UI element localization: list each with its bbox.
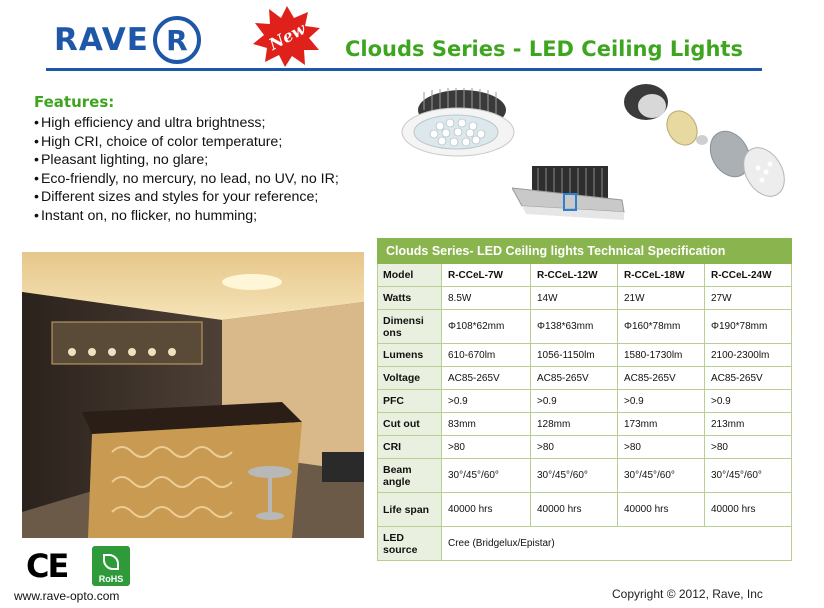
feature-item: • High efficiency and ultra brightness; <box>34 114 394 133</box>
table-row <box>378 310 792 344</box>
new-badge <box>250 4 324 68</box>
table-cell: 128mm <box>531 413 618 436</box>
table-row <box>378 436 792 459</box>
feature-item: • Instant on, no flicker, no humming; <box>34 207 394 226</box>
table-header-cell: R-CCeL-12W <box>531 264 618 287</box>
new-badge-label: New <box>265 18 309 54</box>
spec-table-title: Clouds Series- LED Ceiling lights Technical Specification <box>378 239 792 264</box>
table-cell: >0.9 <box>618 390 705 413</box>
table-cell: AC85-265V <box>705 367 792 390</box>
table-header-row <box>378 264 792 287</box>
table-cell: 27W <box>705 287 792 310</box>
table-cell: 40000 hrs <box>442 493 531 527</box>
table-row <box>378 390 792 413</box>
ce-mark-icon: CE <box>26 547 68 585</box>
table-cell: >80 <box>705 436 792 459</box>
ceiling-light-exploded-image <box>622 80 792 200</box>
feature-item: • Different sizes and styles for your reference; <box>34 188 394 207</box>
table-cell: 8.5W <box>442 287 531 310</box>
table-cell: Φ190*78mm <box>705 310 792 344</box>
table-cell: 30°/45°/60° <box>705 459 792 493</box>
table-row <box>378 367 792 390</box>
leaf-icon <box>103 554 119 570</box>
table-cell: 40000 hrs <box>618 493 705 527</box>
table-header-cell: Model <box>378 264 442 287</box>
row-label: LED source <box>378 527 442 561</box>
brand-logo <box>54 14 201 66</box>
table-cell: 30°/45°/60° <box>442 459 531 493</box>
website-link[interactable]: www.rave-opto.com <box>14 589 120 603</box>
table-cell: AC85-265V <box>618 367 705 390</box>
row-label: Beam angle <box>378 459 442 493</box>
row-label: Life span <box>378 493 442 527</box>
table-cell: 14W <box>531 287 618 310</box>
ceiling-light-side-image <box>512 160 626 234</box>
table-cell: AC85-265V <box>531 367 618 390</box>
row-label: CRI <box>378 436 442 459</box>
certification-marks <box>26 546 130 586</box>
table-header-cell: R-CCeL-24W <box>705 264 792 287</box>
table-cell: 40000 hrs <box>531 493 618 527</box>
feature-item: • Pleasant lighting, no glare; <box>34 151 394 170</box>
row-label: Cut out <box>378 413 442 436</box>
table-cell: 30°/45°/60° <box>618 459 705 493</box>
table-cell: 213mm <box>705 413 792 436</box>
table-row <box>378 459 792 493</box>
table-cell: AC85-265V <box>442 367 531 390</box>
table-cell: Φ138*63mm <box>531 310 618 344</box>
table-cell: 1580-1730lm <box>618 344 705 367</box>
row-label: Dimensi ons <box>378 310 442 344</box>
table-cell: 83mm <box>442 413 531 436</box>
ceiling-light-front-image <box>400 80 522 160</box>
features-section <box>34 93 394 226</box>
spec-table <box>377 238 792 561</box>
feature-item: • High CRI, choice of color temperature; <box>34 133 394 152</box>
table-row <box>378 413 792 436</box>
table-cell: 610-670lm <box>442 344 531 367</box>
table-row <box>378 493 792 527</box>
table-header-cell: R-CCeL-18W <box>618 264 705 287</box>
features-title: Features: <box>34 93 115 111</box>
logo-mark-icon: R <box>153 16 201 64</box>
table-header-cell: R-CCeL-7W <box>442 264 531 287</box>
table-cell: 30°/45°/60° <box>531 459 618 493</box>
table-cell: 2100-2300lm <box>705 344 792 367</box>
table-cell: >80 <box>442 436 531 459</box>
row-label: Voltage <box>378 367 442 390</box>
features-list <box>34 114 394 226</box>
row-label: Lumens <box>378 344 442 367</box>
table-cell: 1056-1150lm <box>531 344 618 367</box>
header-divider <box>46 68 762 71</box>
table-cell: 21W <box>618 287 705 310</box>
table-cell: >0.9 <box>442 390 531 413</box>
table-cell: 173mm <box>618 413 705 436</box>
page-title: Clouds Series - LED Ceiling Lights <box>345 37 743 61</box>
rohs-icon <box>92 546 130 586</box>
table-cell: Cree (Bridgelux/Epistar) <box>442 527 792 561</box>
table-row <box>378 287 792 310</box>
table-cell: Φ108*62mm <box>442 310 531 344</box>
table-cell: >0.9 <box>531 390 618 413</box>
table-cell: >80 <box>531 436 618 459</box>
table-row <box>378 527 792 561</box>
row-label: Watts <box>378 287 442 310</box>
logo-text: RAVE <box>54 22 149 58</box>
row-label: PFC <box>378 390 442 413</box>
interior-photo <box>22 252 364 538</box>
table-cell: 40000 hrs <box>705 493 792 527</box>
table-cell: >0.9 <box>705 390 792 413</box>
copyright-notice: Copyright © 2012, Rave, Inc <box>612 587 763 601</box>
table-row <box>378 344 792 367</box>
rohs-label: RoHS <box>98 574 124 584</box>
feature-item: • Eco-friendly, no mercury, no lead, no UV, no IR; <box>34 170 394 189</box>
table-cell: Φ160*78mm <box>618 310 705 344</box>
table-cell: >80 <box>618 436 705 459</box>
